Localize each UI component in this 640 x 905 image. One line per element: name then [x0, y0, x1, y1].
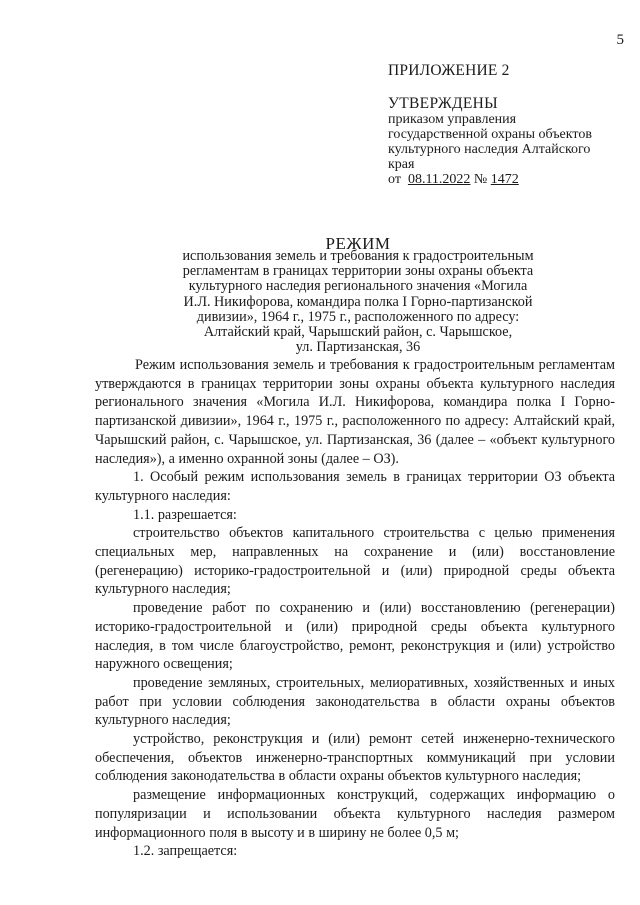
subtitle-line: регламентам в границах территории зоны охраны объекта [182, 263, 534, 280]
subtitle-line: И.Л. Никифорова, командира полка I Горно-партизанской [183, 293, 533, 310]
approved-heading: УТВЕРЖДЕНЫ [388, 95, 498, 112]
allowed-item: размещение информационных конструкций, содержащих информацию о популяризации и использовании объекта культурного наследия размером информационного поля в высоту и в ширину не более 0,5 м; [95, 787, 615, 841]
allowed-item: проведение работ по сохранению и (или) восстановлению (регенерации) историко-градостроительной и (или) природной среды объекта культурного наследия, в том числе благоустройство, ремонт, реконструкция и (или) устройство наружного освещения; [95, 600, 615, 673]
allowed-item: устройство, реконструкция и (или) ремонт сетей инженерно-технического обеспечения, объектов инженерно-транспортных коммуникаций при условии соблюдения законодательства в области охраны объектов культурного наследия; [95, 731, 615, 785]
order-number: 1472 [490, 172, 519, 187]
document-subtitle [148, 249, 568, 355]
subsection-1-1-heading: 1.1. разрешается: [133, 506, 237, 523]
subtitle-line: дивизии», 1964 г., 1975 г., расположенного по адресу: [196, 308, 520, 325]
subtitle-line: Алтайский край, Чарышский район, с. Чарышское, [203, 324, 513, 341]
intro-paragraph: Режим использования земель и требования к градостроительным регламентам утверждаются в границах территории зоны охраны объекта культурного наследия регионального значения «Могила И.Л. Никифорова, командира полка I Горно-партизанской дивизии», 1964 г., 1975 г., расположенного по адресу: Алтайский край, Чарышский район, с. Чарышское, ул. Партизанская, 36 (далее – «объект культурного наследия»), а именно охранной зоны (далее – ОЗ). [95, 357, 615, 467]
order-from-label: от [388, 172, 401, 187]
approval-block [388, 96, 628, 187]
approval-line: государственной охраны объектов [388, 127, 592, 142]
allowed-item: строительство объектов капитального строительства с целью применения специальных мер, направленных на сохранение и (или) восстановление (регенерацию) историко-градостроительной и (или) природной среды объекта культурного наследия; [95, 525, 615, 598]
page-number: 5 [616, 32, 624, 48]
subsection-1-2-heading: 1.2. запрещается: [133, 843, 238, 860]
subtitle-line: ул. Партизанская, 36 [295, 339, 421, 356]
order-line [388, 172, 628, 187]
subtitle-line: использования земель и требования к градостроительным [182, 248, 534, 264]
appendix-label: ПРИЛОЖЕНИЕ 2 [388, 62, 510, 79]
allowed-item: проведение земляных, строительных, мелиоративных, хозяйственных и иных работ при условии соблюдения законодательства в области охраны объектов культурного наследия; [95, 674, 615, 729]
order-number-sign: № [473, 172, 488, 187]
order-date: 08.11.2022 [407, 172, 471, 187]
approval-line: края [388, 157, 415, 172]
document-title: РЕЖИМ [325, 234, 391, 253]
subtitle-line: культурного наследия регионального значения «Могила [188, 278, 528, 295]
document-body [95, 356, 615, 861]
section-1-heading: 1. Особый режим использования земель в границах территории ОЗ объекта культурного наследия: [95, 469, 615, 504]
approval-line: приказом управления [388, 112, 517, 127]
approval-line: культурного наследия Алтайского [388, 142, 591, 157]
